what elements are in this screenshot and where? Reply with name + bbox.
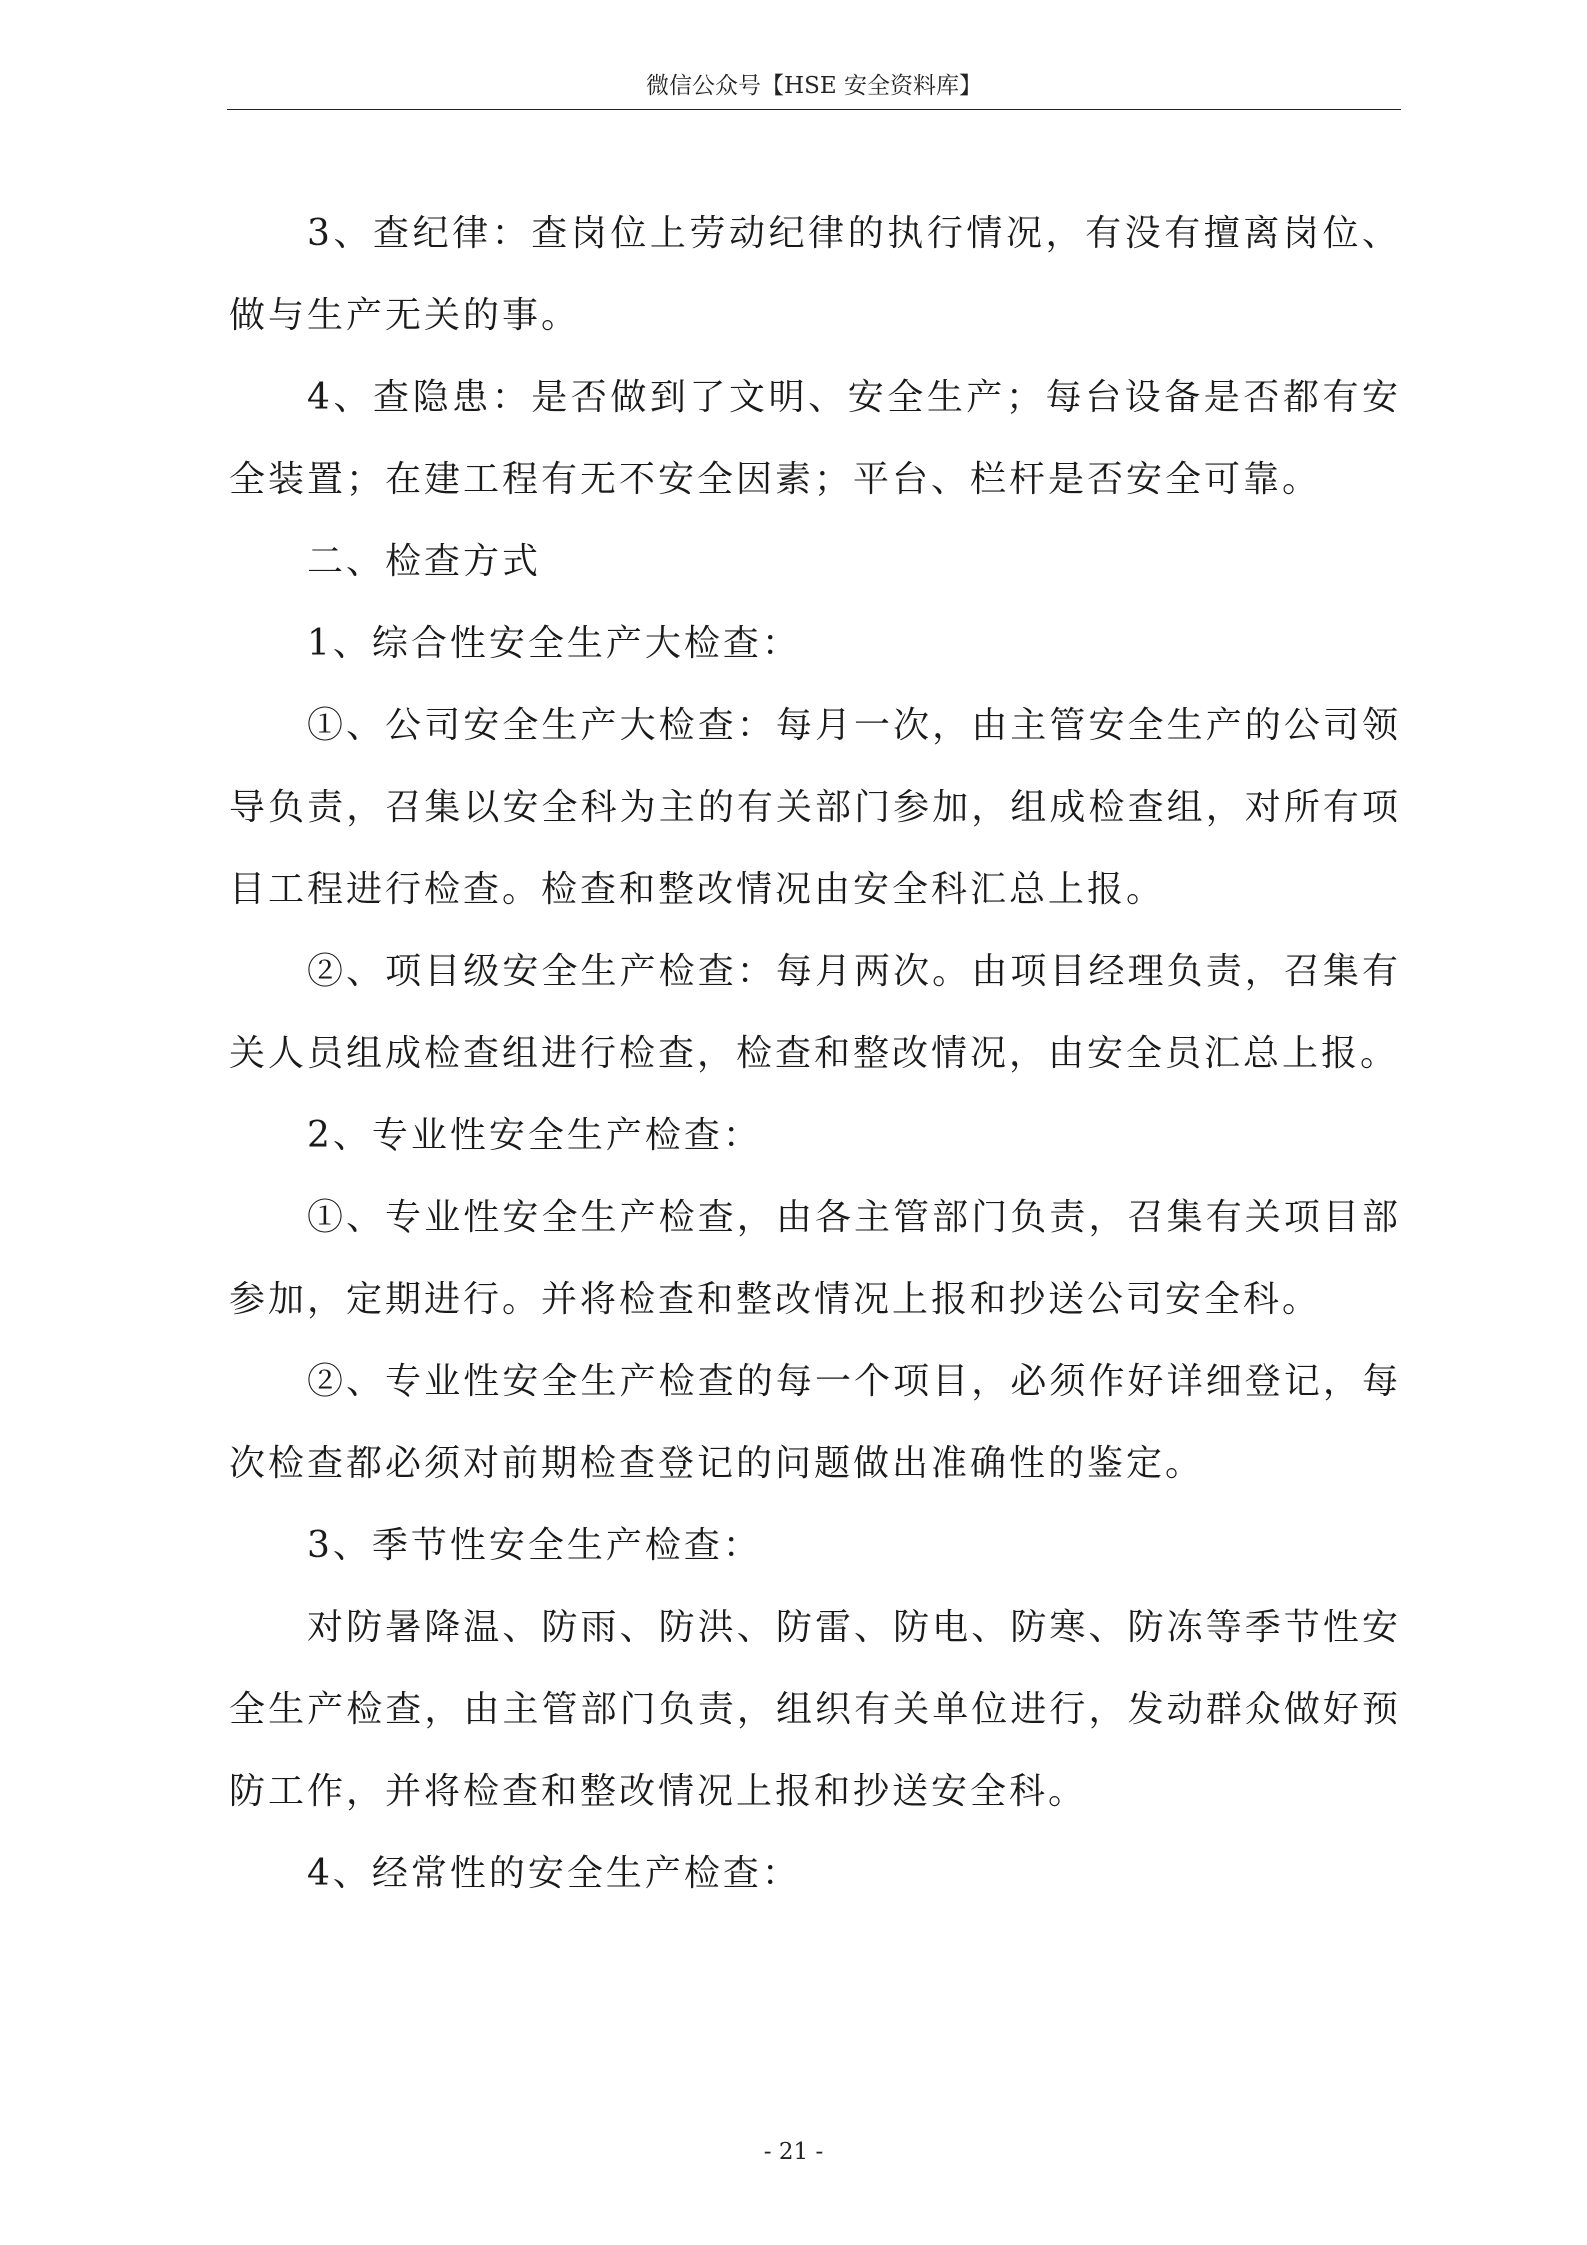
paragraph-project-inspection: ②、项目级安全生产检查：每月两次。由项目经理负责，召集有关人员组成检查组进行检查，检查和整改情况，由安全员汇总上报。 xyxy=(229,951,1401,1074)
subheading-regular-inspection: 4、经常性的安全生产检查： xyxy=(307,1853,801,1894)
section-heading-inspection-methods: 二、检查方式 xyxy=(307,541,542,582)
page-header: 微信公众号【HSE 安全资料库】 xyxy=(646,73,982,99)
paragraph-seasonal-inspection: 对防暑降温、防雨、防洪、防雷、防电、防寒、防冻等季节性安全生产检查，由主管部门负责，组织有关单位进行，发动群众做好预防工作，并将检查和整改情况上报和抄送安全科。 xyxy=(229,1607,1401,1812)
header-divider xyxy=(227,109,1401,110)
paragraph-specialized-inspection-2: ②、专业性安全生产检查的每一个项目，必须作好详细登记，每次检查都必须对前期检查登记的问题做出准确性的鉴定。 xyxy=(229,1361,1401,1484)
subheading-specialized-inspection: 2、专业性安全生产检查： xyxy=(307,1115,762,1156)
paragraph-discipline-check: 3、查纪律：查岗位上劳动纪律的执行情况，有没有擅离岗位、做与生产无关的事。 xyxy=(229,213,1401,336)
paragraph-hazard-check: 4、查隐患：是否做到了文明、安全生产；每台设备是否都有安全装置；在建工程有无不安全因素；平台、栏杆是否安全可靠。 xyxy=(229,377,1401,500)
subheading-comprehensive-inspection: 1、综合性安全生产大检查： xyxy=(307,623,801,664)
document-body xyxy=(229,193,1401,1915)
paragraph-company-inspection: ①、公司安全生产大检查：每月一次，由主管安全生产的公司领导负责，召集以安全科为主的有关部门参加，组成检查组，对所有项目工程进行检查。检查和整改情况由安全科汇总上报。 xyxy=(229,705,1401,910)
subheading-seasonal-inspection: 3、季节性安全生产检查： xyxy=(307,1525,762,1566)
page-number: - 21 - xyxy=(763,2139,824,2165)
paragraph-specialized-inspection-1: ①、专业性安全生产检查，由各主管部门负责，召集有关项目部参加，定期进行。并将检查和整改情况上报和抄送公司安全科。 xyxy=(229,1197,1401,1320)
